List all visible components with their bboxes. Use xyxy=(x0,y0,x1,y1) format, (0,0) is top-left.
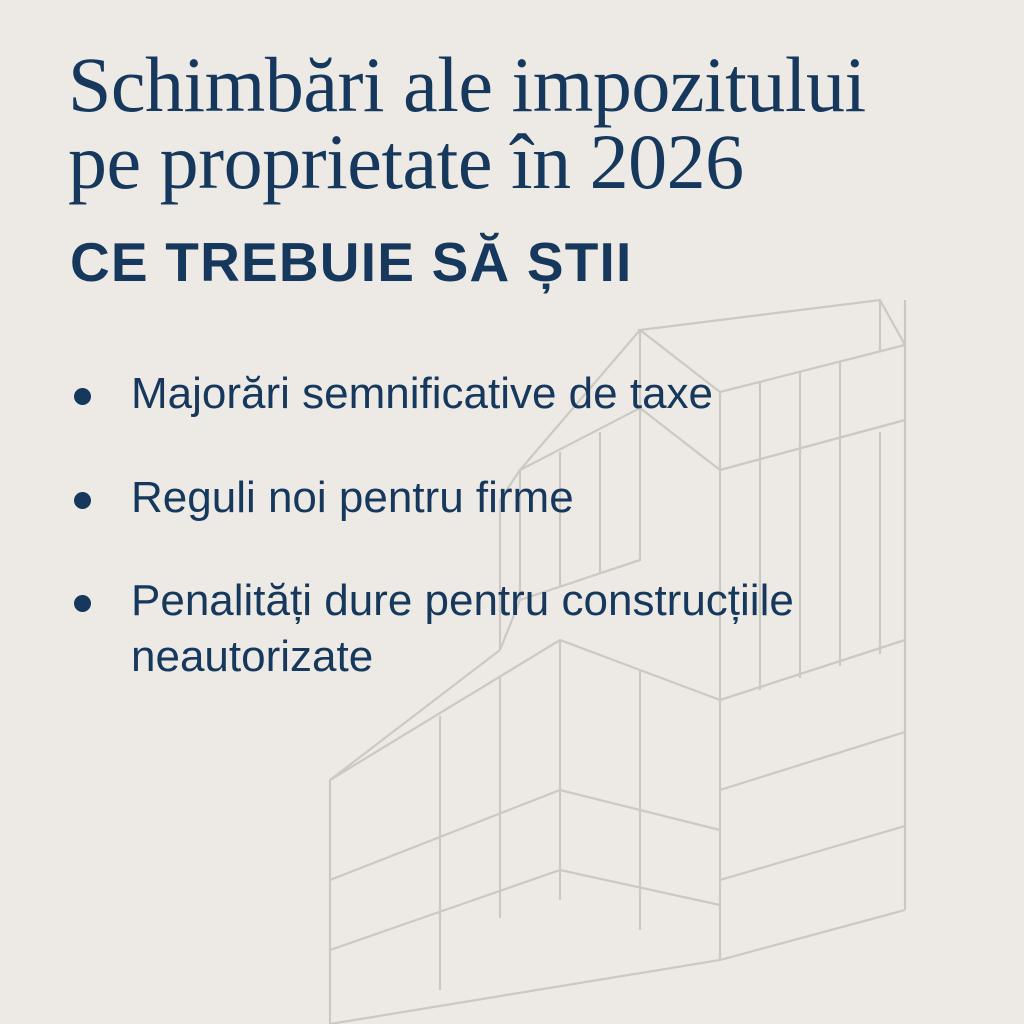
bullet-list xyxy=(74,366,964,684)
bullet-dot-icon xyxy=(74,595,91,612)
list-item xyxy=(74,366,964,421)
list-item-label: Penalități dure pentru construcțiile neautorizate xyxy=(131,576,794,681)
page-title xyxy=(68,41,964,206)
list-item-label: Majorări semnificative de taxe xyxy=(131,369,714,419)
list-item xyxy=(74,573,964,684)
bullet-dot-icon xyxy=(74,388,91,405)
headline-line-2: pe proprietate în 2026 xyxy=(68,118,744,206)
headline-line-1: Schimbări ale impozitului xyxy=(68,41,866,128)
list-item xyxy=(74,470,964,525)
bullet-dot-icon xyxy=(74,492,91,509)
list-item-label: Reguli noi pentru firme xyxy=(131,472,574,522)
subheadline: CE TREBUIE SĂ ȘTII xyxy=(70,231,633,294)
